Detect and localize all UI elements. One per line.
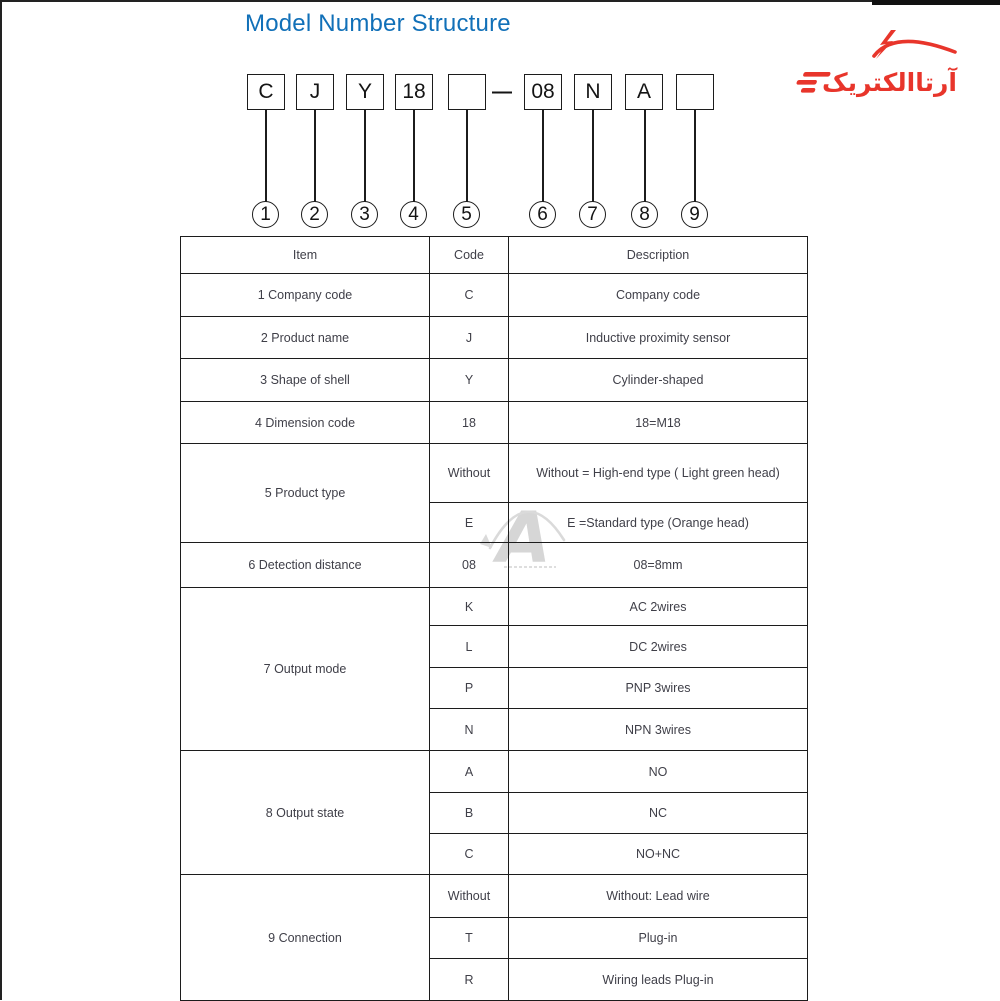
description-cell: Company code [509, 274, 808, 317]
model-number-table [180, 236, 808, 1001]
position-circle-4: 4 [400, 201, 427, 228]
item-cell: 5 Product type [181, 444, 430, 543]
code-cell: N [430, 709, 509, 751]
description-cell: Cylinder-shaped [509, 359, 808, 402]
model-code-separator: — [492, 80, 512, 103]
model-code-box-3: Y [346, 74, 384, 110]
model-code-box-8: A [625, 74, 663, 110]
description-cell: AC 2wires [509, 588, 808, 626]
table-row [181, 274, 808, 317]
item-cell: 6 Detection distance [181, 543, 430, 588]
description-cell: Inductive proximity sensor [509, 317, 808, 359]
model-code-box-4: 18 [395, 74, 433, 110]
code-cell: Without [430, 444, 509, 503]
column-header-item: Item [181, 237, 430, 274]
table-header-row [181, 237, 808, 274]
code-cell: A [430, 751, 509, 793]
item-cell: 4 Dimension code [181, 402, 430, 444]
code-cell: R [430, 959, 509, 1001]
connector-line-4 [413, 110, 415, 202]
item-cell: 3 Shape of shell [181, 359, 430, 402]
model-code-box-2: J [296, 74, 334, 110]
position-circle-8: 8 [631, 201, 658, 228]
description-cell: Plug-in [509, 918, 808, 959]
connector-line-2 [314, 110, 316, 202]
model-code-box-1: C [247, 74, 285, 110]
code-cell: J [430, 317, 509, 359]
code-cell: Y [430, 359, 509, 402]
brand-logo [795, 26, 970, 106]
connector-line-6 [542, 110, 544, 202]
description-cell: DC 2wires [509, 626, 808, 668]
table-row [181, 751, 808, 793]
item-cell: 8 Output state [181, 751, 430, 875]
description-cell: NO+NC [509, 834, 808, 875]
position-circle-2: 2 [301, 201, 328, 228]
code-cell: P [430, 668, 509, 709]
table-row [181, 444, 808, 503]
table-row [181, 359, 808, 402]
model-code-box-7: N [574, 74, 612, 110]
table-row [181, 317, 808, 359]
scan-border-top [0, 0, 1000, 2]
description-cell: PNP 3wires [509, 668, 808, 709]
connector-line-8 [644, 110, 646, 202]
code-cell: 08 [430, 543, 509, 588]
brand-logo-text: آرتاالکتریک [822, 68, 957, 97]
connector-line-1 [265, 110, 267, 202]
code-cell: C [430, 834, 509, 875]
model-code-box-5 [448, 74, 486, 110]
watermark-letter: A [496, 497, 552, 578]
position-circle-5: 5 [453, 201, 480, 228]
description-cell: 18=M18 [509, 402, 808, 444]
table-row [181, 588, 808, 626]
description-cell: Without: Lead wire [509, 875, 808, 918]
description-cell: NC [509, 793, 808, 834]
position-circle-1: 1 [252, 201, 279, 228]
code-cell: C [430, 274, 509, 317]
description-cell: NO [509, 751, 808, 793]
description-cell: NPN 3wires [509, 709, 808, 751]
code-cell: E [430, 503, 509, 543]
code-cell: 18 [430, 402, 509, 444]
code-cell: B [430, 793, 509, 834]
code-cell: T [430, 918, 509, 959]
table-row [181, 875, 808, 918]
connector-line-5 [466, 110, 468, 202]
page-title: Model Number Structure [245, 10, 511, 37]
code-cell: Without [430, 875, 509, 918]
table-row [181, 402, 808, 444]
description-cell: Wiring leads Plug-in [509, 959, 808, 1001]
model-code-box-6: 08 [524, 74, 562, 110]
description-cell: E =Standard type (Orange head) [509, 503, 808, 543]
item-cell: 9 Connection [181, 875, 430, 1001]
position-circle-6: 6 [529, 201, 556, 228]
scan-border-left [0, 0, 2, 1000]
position-circle-3: 3 [351, 201, 378, 228]
position-circle-9: 9 [681, 201, 708, 228]
connector-line-3 [364, 110, 366, 202]
column-header-description: Description [509, 237, 808, 274]
item-cell: 7 Output mode [181, 588, 430, 751]
description-cell: Without = High-end type ( Light green head) [509, 444, 808, 503]
model-code-box-9 [676, 74, 714, 110]
scan-border-top-right [872, 0, 1000, 5]
position-circle-7: 7 [579, 201, 606, 228]
connector-line-9 [694, 110, 696, 202]
code-cell: L [430, 626, 509, 668]
description-cell: 08=8mm [509, 543, 808, 588]
item-cell: 1 Company code [181, 274, 430, 317]
connector-line-7 [592, 110, 594, 202]
item-cell: 2 Product name [181, 317, 430, 359]
column-header-code: Code [430, 237, 509, 274]
code-cell: K [430, 588, 509, 626]
table-row [181, 543, 808, 588]
